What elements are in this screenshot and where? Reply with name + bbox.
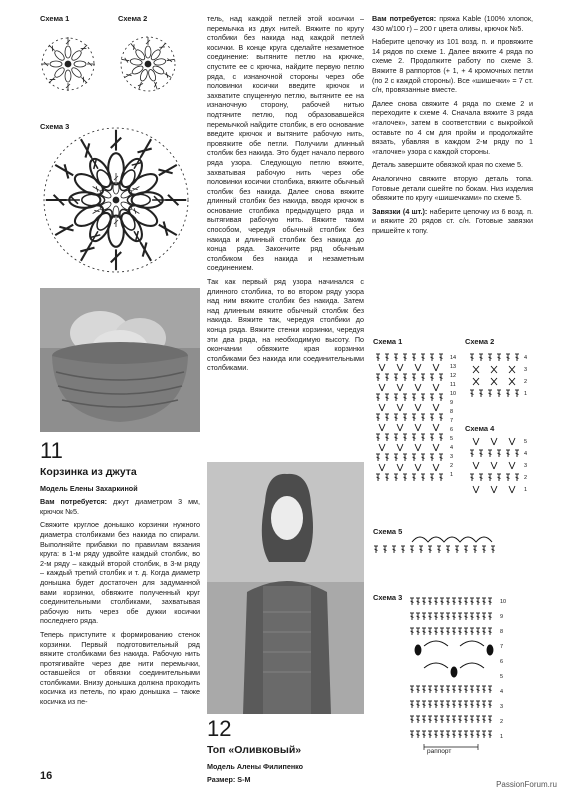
row-number: 10 bbox=[450, 391, 457, 397]
row-number: 11 bbox=[450, 382, 456, 388]
round-motif-diagrams bbox=[36, 24, 206, 284]
row-number: 2 bbox=[524, 475, 528, 481]
scheme-3-label: Схема 3 bbox=[40, 122, 70, 131]
basket-article bbox=[40, 440, 200, 711]
olive-top-photo bbox=[207, 462, 364, 714]
materials-paragraph bbox=[372, 14, 533, 33]
chart-4-label: Схема 4 bbox=[465, 424, 495, 433]
row-number: 2 bbox=[450, 463, 454, 469]
row-number: 4 bbox=[524, 355, 528, 361]
ties-paragraph bbox=[372, 207, 533, 236]
body-paragraph: Теперь приступите к формированию стенок корзинки. Первый подготовительный ряд вяжите столбиками без накида. Рабочую нить протягивайте через две нити перемычки, оставшейся от обвязки соединительными столбиками. Внизу донышка должна проходить косичка из петель, по краю донышка – также косичка из пе- bbox=[40, 629, 200, 707]
row-number: 8 bbox=[500, 629, 504, 635]
row-number: 12 bbox=[450, 373, 457, 379]
row-number: 7 bbox=[500, 644, 504, 650]
row-number: 3 bbox=[524, 463, 528, 469]
body-paragraph: Наберите цепочку из 101 возд. п. и провяжите 14 рядов по схеме 1. Далее вяжите 4 ряда по схеме 2. Продолжите работу по схеме 3. Вяжите 8 раппортов (+ 1, + 4 кромочных петли (по 2 с каждой стороны). Все «шишечки» = 7 ст. с/н, провязанные вместе. bbox=[372, 37, 533, 95]
chart-3-label: Схема 3 bbox=[373, 593, 403, 602]
model-author: Модель Алены Филипенко bbox=[207, 761, 304, 771]
materials-label: Вам потребуется: bbox=[372, 14, 437, 23]
row-number: 6 bbox=[500, 659, 504, 665]
row-number: 2 bbox=[524, 379, 528, 385]
scheme-2-label: Схема 2 bbox=[118, 14, 148, 23]
row-number: 5 bbox=[500, 674, 504, 680]
row-number: 5 bbox=[524, 439, 528, 445]
model-number: 12 bbox=[207, 716, 232, 741]
top-article-header bbox=[207, 718, 364, 785]
materials-text: джут диаметром 3 мм, крючок №5. bbox=[40, 497, 200, 516]
materials-paragraph bbox=[40, 497, 200, 516]
model-author: Модель Елены Захаркиной bbox=[40, 483, 138, 493]
row-number: 4 bbox=[524, 451, 528, 457]
scheme-1-label: Схема 1 bbox=[40, 14, 70, 23]
row-number: 13 bbox=[450, 364, 457, 370]
chart-1-label: Схема 1 bbox=[373, 337, 403, 346]
size-label: Размер: bbox=[207, 775, 236, 785]
article-title: Корзинка из джута bbox=[40, 466, 137, 478]
crochet-charts bbox=[372, 346, 540, 760]
chart-1-grid bbox=[376, 354, 456, 481]
body-paragraph: Свяжите круглое донышко корзинки нужного диаметра столбиками без накида по спирали. Выполняйте прибавки по правилам вязания круга: в 1-м ряду удвойте каждый столбик, во 2-м ряду – каждый второй столбик, в 3-м ряду – каждый третий столбик и т. д. Когда диаметр донышка будет достаточен для задуманной вами корзинки, обвяжите полученный круг соединительными столбиками, захватывая рабочую нить через обе дужки косички последнего ряда. bbox=[40, 520, 200, 626]
size-value: S-M bbox=[235, 775, 251, 785]
model-number: 11 bbox=[40, 438, 63, 463]
size-line bbox=[207, 775, 364, 785]
watermark: PassionForum.ru bbox=[496, 780, 557, 789]
body-paragraph: Аналогично свяжите вторую деталь топа. Готовые детали сшейте по бокам. Низ изделия обвяжите по кругу «шишечками» по схеме 5. bbox=[372, 173, 533, 203]
row-number: 4 bbox=[500, 689, 504, 695]
jute-basket-photo bbox=[40, 288, 200, 432]
chart-3-grid bbox=[410, 598, 506, 750]
chart-2-grid bbox=[470, 354, 527, 397]
row-number: 9 bbox=[500, 614, 504, 620]
body-paragraph: Далее снова свяжите 4 ряда по схеме 2 и переходите к схеме 4. Сначала вяжите 3 ряда «галочек», затем в соответствии с выкройкой оставьте по 4 см для пройм и продолжайте вязать, убавляя в каждом 2-м ряду по 1 «галочке» узора с каждой стороны. bbox=[372, 98, 533, 156]
body-paragraph: Деталь завершите обвязкой края по схеме 5. bbox=[372, 160, 524, 170]
basket-article-continued bbox=[207, 14, 364, 377]
row-number: 6 bbox=[450, 427, 454, 433]
row-number: 8 bbox=[450, 409, 454, 415]
row-number: 3 bbox=[450, 454, 454, 460]
body-paragraph: тель, над каждой петлей этой косички – перемычка из двух нитей. Вяжите по кругу столбики без накида над каждой петлей косички. В конце круга сделайте незаметное соединение: вытяните петлю на крючке, спустите ее с крючка, найдите первую петлю ряда, с изнаночной стороны через обе половинки косички введите крючок и захватите спущенную петлю, вытяните ее на изнаночную сторону, рабочей нитью подтяните петлю, под образовавшейся перемычкой найдите столбик, в его основание введите крючок и вытяните рабочую нить, провяжите обе петли. Получили длинный столбик без накида. Это будет начало первого ряда узора. Следующую петлю вяжите, захватывая рабочую нить через обе половинки косички столбика, вяжите обычный столбик без накида. Далее снова вяжите длинный столбик без накида, вводя крючок в основание столбика предыдущего ряда и вытягивая рабочую нить. Вяжите таким способом, чередуя обычный столбик без накида и длинный столбик без накида до конца ряда. Закончите ряд обычным столбиком без накида и незаметным соединением. bbox=[207, 14, 364, 273]
row-number: 2 bbox=[500, 719, 504, 725]
rapport-label: раппорт bbox=[427, 748, 452, 755]
article-title: Топ «Оливковый» bbox=[207, 744, 302, 756]
chart-5-grid bbox=[374, 537, 495, 553]
row-number: 4 bbox=[450, 445, 454, 451]
row-number: 5 bbox=[450, 436, 454, 442]
row-number: 1 bbox=[450, 472, 454, 478]
materials-label: Вам потребуется: bbox=[40, 497, 108, 507]
row-number: 3 bbox=[500, 704, 504, 710]
row-number: 7 bbox=[450, 418, 454, 424]
chart-2-label: Схема 2 bbox=[465, 337, 495, 346]
chart-5-label: Схема 5 bbox=[373, 527, 403, 536]
page-number: 16 bbox=[40, 770, 53, 782]
materials-text: пряжа Kable (100% хлопок, 430 м/100 г) – 200 г цвета оливы, крючок №5. bbox=[372, 14, 533, 33]
row-number: 10 bbox=[500, 599, 507, 605]
ties-label: Завязки (4 шт.): bbox=[372, 206, 428, 216]
top-instructions bbox=[372, 14, 533, 239]
row-number: 14 bbox=[450, 355, 457, 361]
row-number: 1 bbox=[500, 734, 504, 740]
ties-text: наберите цепочку из 6 возд. п. и вяжите 20 рядов ст. с/н. Готовые завязки пришейте к топу. bbox=[372, 206, 533, 235]
row-number: 9 bbox=[450, 400, 454, 406]
body-paragraph: Так как первый ряд узора начинался с длинного столбика, то во втором ряду узора над ним вяжите столбик без накида. Затем над длинным вяжите обычный столбик без накида. Вяжите так, чередуя столбики до конца ряда. Вяжите стенки корзинки, чередуя эти два ряда, на необходимую высоту. По окончании обвяжите края корзинки столбиками без накида или соединительными столбиками. bbox=[207, 277, 364, 373]
row-number: 1 bbox=[524, 487, 528, 493]
chart-4-grid bbox=[470, 438, 527, 493]
row-number: 1 bbox=[524, 391, 528, 397]
row-number: 3 bbox=[524, 367, 528, 373]
